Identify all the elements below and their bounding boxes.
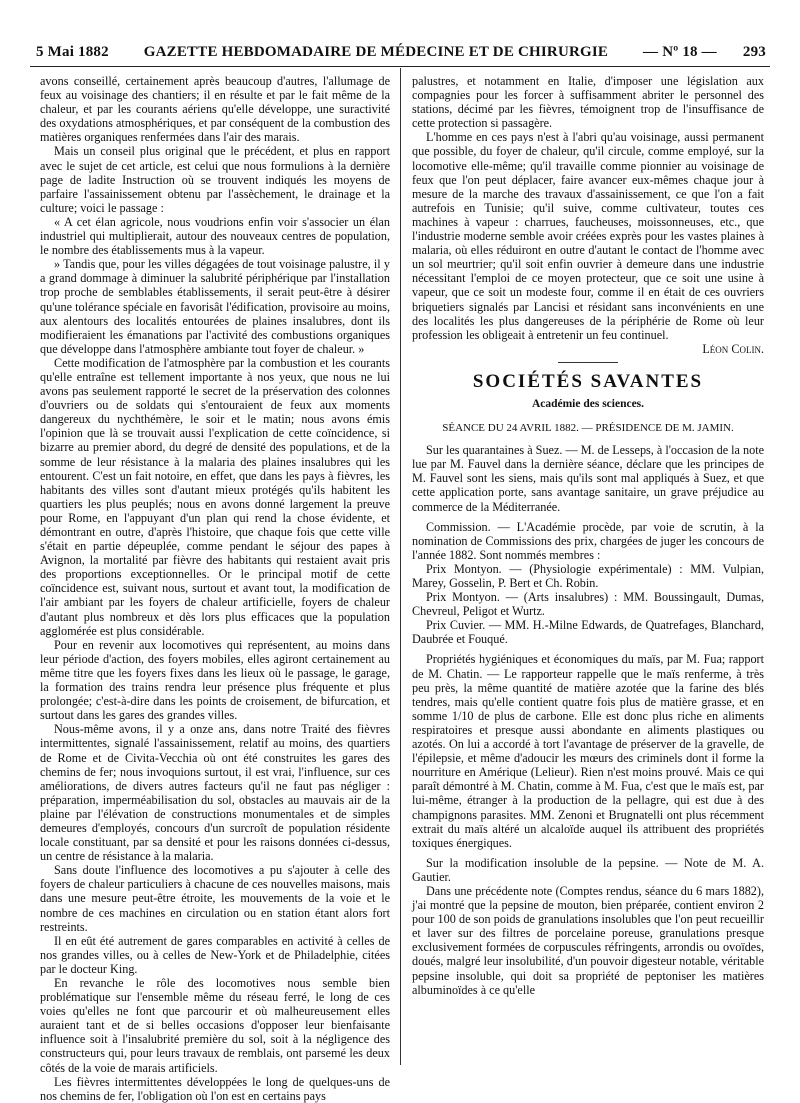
paragraph: Propriétés hygiéniques et économiques du maïs, par M. Fua; rapport de M. Chatin. — Le rapporteur rappelle que le maïs renferme, à très peu près, la même quantité de matière azotée que la farine des blés tendres, mais qu'elle contient quatre fois plus de matière grasse, et en somme 1/10 de plus de carbone. Elle est donc plus riche en aliments respiratoires et presque aussi abondante en aliments plastiques ou azotés. On lui a accordé à tort l'avantage de préserver de la gravelle, de l'épilepsie, et même d'adoucir les mœurs des criminels dont il forme la nourriture en Amérique (Lelieur). Rien n'est moins prouvé. Mais ce qui paraît démontré à M. Chatin, comme à M. Fua, c'est que le maïs est, par lui-même, étranger à la production de la pellagre, qui est due à des champignons parasites. MM. Zenoni et Brugnatelli ont plus récemment extrait du maïs altéré un alcaloïde auquel ils attribuent des propriétés toxiques énergiques. <box>412 652 764 850</box>
paragraph: En revanche le rôle des locomotives nous semble bien problématique sur l'ensemble même du réseau ferré, le long de ces voies qu'elles ne font que parcourir et où malheureusement elles auraient tant et de si belles occasions d'opposer leur bienfaisante influence soit à l'insalubrité première du sol, soit à la négligence des constructeurs qui, pour leurs travaux de remblais, ont parsemé les deux côtés de la voie de marais artificiels. <box>40 976 390 1075</box>
page-header <box>36 38 766 66</box>
paragraph: palustres, et notamment en Italie, d'imposer une législation aux compagnies pour les forcer à suffisamment abriter le personnel des stations, décimé par les fièvres, témoignent trop de l'insuffisance de cette protection si passagère. <box>412 74 764 131</box>
quote-paragraph: » Tandis que, pour les villes dégagées de tout voisinage palustre, il y a grand dommage à diminuer la salubrité périphérique par l'installation trop proche de semblables établissements, il serait peut-être à désirer qu'une tolérance spéciale en favorisât l'édification, provisoire au moins, aux alentours des localités entourées de plaines insalubres, dont ils modifieraient les émanations par l'activité des combustions organiques que développe dans l'atmosphère ambiante tout foyer de chaleur. » <box>40 257 390 356</box>
issue-date: 5 Mai 1882 <box>36 43 109 60</box>
page-number: 293 <box>742 43 766 60</box>
issue-number: — Nº 18 — <box>643 43 717 60</box>
paragraph: Prix Montyon. — (Physiologie expérimentale) : MM. Vulpian, Marey, Gosselin, P. Bert et Ch. Robin. <box>412 561 764 590</box>
paragraph: Sur les quarantaines à Suez. — M. de Lesseps, à l'occasion de la note lue par M. Fauvel dans la dernière séance, déclare que les principes de M. Fauvel sont les siens, mais qu'ils sont mal appliqués à Suez, et que cette application porte, sans avantage sanitaire, un grave préjudice au commerce de la Méditerranée. <box>412 443 764 514</box>
column-divider <box>400 68 401 1065</box>
paragraph: avons conseillé, certainement après beaucoup d'autres, l'allumage de feux au voisinage des chantiers; il en résulte et par le fait même de la chaleur, et par les courants aériens qu'elle développe, une suractivité des oxydations atmosphériques, et par conséquent de la combustion des matières organiques renfermées dans l'air des marais. <box>40 74 390 145</box>
paragraph: Sur la modification insoluble de la pepsine. — Note de M. A. Gautier. <box>412 855 764 884</box>
paragraph: Prix Montyon. — (Arts insalubres) : MM. Boussingault, Dumas, Chevreul, Peligot et Wurtz. <box>412 590 764 619</box>
section-subtitle: Académie des sciences. <box>531 397 645 410</box>
paragraph: Dans une précédente note (Comptes rendus, séance du 6 mars 1882), j'ai montré que la pepsine de mouton, bien préparée, contient environ 2 pour 100 de son poids de granulations insolubles que l'on peut recueillir et laver sur des filtres de porcelaine poreuse, granulations presque exclusivement formées de corpuscules réfringents, arrondis ou ovoïdes, doués, malgré leur insolubilité, d'un pouvoir digesteur notable, véritable pepsine insoluble, qui doit sa propriété de peptoniser les matières albuminoïdes à ce qu'elle <box>412 883 764 997</box>
header-rule <box>30 66 770 67</box>
paragraph: L'homme en ces pays n'est à l'abri qu'au voisinage, aussi permanent que possible, du foyer de chaleur, qu'il circule, comme employé, sur la locomotive elle-même; qu'il travaille comme pionnier au voisinage de feux que l'on peut déplacer, faire avancer eux-mêmes chaque jour à mesure de la marche des travaux d'assainissement, ce que l'on a fait autrefois en Tunisie; qu'il suive, comme cultivateur, toutes ces machines à vapeur : charrues, faucheuses, moissonneuses, etc., que l'industrie moderne semble avoir créées exprès pour les vastes plaines à malaria, où elles réduiront en outre d'autant le contact de l'homme avec un sol meurtrier; qu'il soit enfin ouvrier à demeure dans une industrie nécessitant l'emploi de ce moyen protecteur, que ce soit une usine à vapeur, que ce soit un modeste four, comme il en était de ces ouvriers briquetiers signalés par Lancisi et résidant sans inconvénients en une des localités les plus dangereuses de la périphérie de Rome où leur profession les obligeait à entretenir un feu continuel. <box>412 130 764 342</box>
paragraph: Mais un conseil plus original que le précédent, et plus en rapport avec le sujet de cet article, est celui que nous formulions à la dernière page de ladite Instruction où se trouvent indiqués les moyens de parfaire l'assainissement obtenu par l'assèchement, le drainage et la culture; voici le passage : <box>40 144 390 215</box>
left-column <box>40 74 390 1103</box>
session-line: SÉANCE DU 24 AVRIL 1882. — PRÉSIDENCE DE M. JAMIN. <box>442 422 734 435</box>
paragraph: Nous-même avons, il y a onze ans, dans notre Traité des fièvres intermittentes, signalé l'assainissement, relatif au moins, des quartiers de Rome et de Civita-Vecchia où ont été construites les gares des chemins de fer; nous invoquions surtout, il est vrai, l'influence, sur ces améliorations, de divers autres facteurs qu'il ne faut pas négliger : préparation, imperméabilisation du sol, obstacles au mauvais air de la plaine par l'élévation de constructions monumentales et de simples demeures d'employés, concours d'un surcroît de population résidente locale constituant, par sa densité et pour les raisons données ci-dessus, un centre de résistance à la malaria. <box>40 722 390 864</box>
paragraph: Prix Cuvier. — MM. H.-Milne Edwards, de Quatrefages, Blanchard, Daubrée et Fouqué. <box>412 618 764 647</box>
paragraph: Pour en revenir aux locomotives qui représentent, au moins dans leur période d'action, des foyers mobiles, elles agiront certainement au même titre que les foyers fixes dans les lieux où le passage, le garage, la formation des trains rendra leur présence plus fréquente et plus prolongée; c'est-à-dire dans les points de croisement, de bifurcation, et surtout dans les gares des grandes villes. <box>40 637 390 723</box>
paragraph: Commission. — L'Académie procède, par voie de scrutin, à la nomination de Commissions des prix, chargées de juger les concours de l'année 1882. Sont nommés membres : <box>412 519 764 562</box>
paragraph: Les fièvres intermittentes développées le long de quelques-uns de nos chemins de fer, l'obligation où l'on est en certains pays <box>40 1074 390 1103</box>
journal-title: GAZETTE HEBDOMADAIRE DE MÉDECINE ET DE CHIRURGIE <box>143 43 609 60</box>
right-column <box>412 74 764 997</box>
paragraph: Sans doute l'influence des locomotives a pu s'ajouter à celle des foyers de chaleur particuliers à chacune de ces nouvelles maisons, mais dans une mesure peut-être étroite, les mouvements de la voie et le nombre de ces machines en circulation ou en station étant alors fort restreints. <box>40 863 390 934</box>
paragraph: Cette modification de l'atmosphère par la combustion et les courants qu'elle entraîne est tellement importante à nos yeux, que nous ne lui avons pas seulement rapporté le secret de la préservation des colonnes d'ouvriers ou de soldats qui s'entouraient de feux aux moments dangereux du nychthémère, le soir et le matin; nous avons émis l'opinion que là se trouvait aussi l'explication de cette coïncidence, si bizarre au premier abord, du degré de densité des populations, et de la somme de leur résistance à la malaria des plaines insalubres qui les entourent. C'est un fait notoire, en effet, que dans les pays à fièvres, les habitants des villes sont d'autant mieux protégés qu'ils habitent les quartiers les plus peuplés; nous en avons donné largement la preuve pour Rome, en l'appuyant d'un plan qui rend la chose évidente, et démontrant en outre, d'après l'histoire, que chaque fois que cette ville s'était en partie dépeuplée, comme pendant le séjour des papes à Avignon, la mortalité par fièvre des habitants qui restaient avait pris des proportions exceptionnelles. Or le principal motif de cette coïncidence est, suivant nous, surtout et avant tout, la modification de l'air ambiant par les foyers de chaleur artificielle, foyers de chaleur d'autant plus nombreux et dès lors plus efficaces que la population agglomérée est plus considérable. <box>40 355 390 638</box>
section-divider <box>558 362 618 363</box>
section-title: SOCIÉTÉS SAVANTES <box>472 370 704 392</box>
paragraph: Il en eût été autrement de gares comparables en activité à celles de nos grandes villes, ou à celles de New-York et de Philadelphie, citées par le docteur King. <box>40 933 390 976</box>
quote-paragraph: « A cet élan agricole, nous voudrions enfin voir s'associer un élan industriel qui multiplierait, autour des nouveaux centres de population, le nombre des établissements mus à la vapeur. <box>40 214 390 258</box>
author-signature: Léon Colin. <box>702 341 764 356</box>
